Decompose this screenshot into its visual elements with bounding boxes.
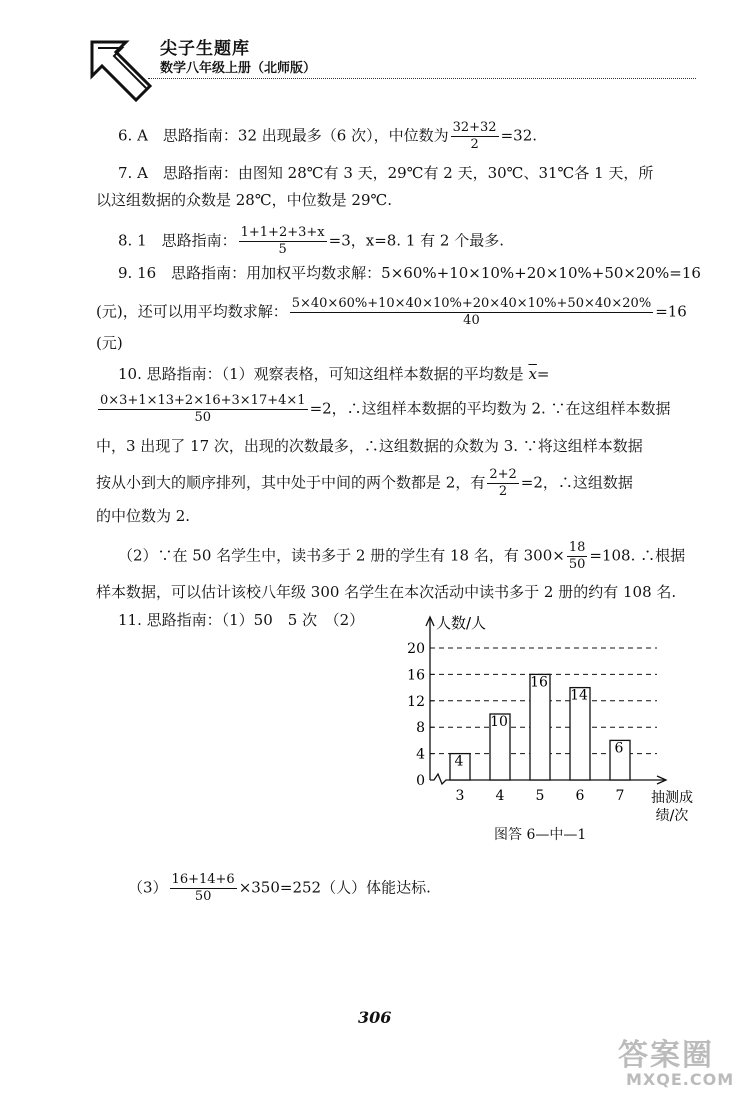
answer-10-line5: 的中位数为 2. <box>96 507 191 525</box>
header-divider <box>148 78 696 79</box>
y-tick-label: 16 <box>407 667 425 684</box>
y-tick-label: 0 <box>416 773 425 789</box>
answer-10-line1: 10. 思路指南：（1）观察表格，可知这组样本数据的平均数是 $\overline{x}=$ <box>118 365 550 383</box>
fraction: $\frac{5\times 40\times 60\%+10\times 40\times 10\%+20\times 40\times 10\%+50\times 40\times 20\%}{40}$ <box>291 296 652 328</box>
answer-9-line1: 9. 16 思路指南：用加权平均数求解：5×60%+10×10%+20×10%+50×20%=16 <box>118 264 701 282</box>
answer-8: 8. 1 思路指南： $\frac{1+1+2+3+x}{5}$ =3，x=8. 1 有 2 个最多. <box>118 225 505 257</box>
fraction: $\frac{2+2}{2}$ <box>489 467 517 499</box>
arrow-logo-icon <box>88 40 152 102</box>
book-title: 尖子生题库 <box>160 39 250 59</box>
answer-6: 6. A 思路指南：32 出现最多（6 次），中位数为 $\frac{32+32}{2}$ =32. <box>118 120 538 152</box>
x-axis-label: 绩/次 <box>655 808 689 824</box>
y-axis-label: 人数/人 <box>436 614 487 632</box>
y-tick-label: 4 <box>416 746 425 763</box>
answer-9-line3: (元) <box>96 334 123 352</box>
bar-value-label: 6 <box>614 740 624 757</box>
answer-7-line2: 以这组数据的众数是 28℃，中位数是 29℃. <box>96 191 393 209</box>
x-tick-label: 4 <box>495 788 505 804</box>
answer-7-line1: 7. A 思路指南：由图知 28℃有 3 天，29℃有 2 天，30℃、31℃各 1 天，所 <box>118 164 654 182</box>
book-subtitle: 数学八年级上册（北师版） <box>160 61 317 76</box>
fraction: $\frac{18}{50}$ <box>568 540 586 572</box>
watermark-url: MXQE.COM <box>626 1070 735 1089</box>
bar-value-label: 16 <box>530 674 548 691</box>
x-tick-label: 6 <box>575 788 585 804</box>
x-tick-label: 3 <box>455 788 465 804</box>
answer-11-part3: （3） $\frac{16+14+6}{50}$ ×350=252（人）体能达标. <box>128 872 431 904</box>
y-tick-label: 8 <box>416 720 425 737</box>
answer-10-part2-line2: 样本数据，可以估计该校八年级 300 名学生在本次活动中读书多于 2 册的约有 108 名. <box>96 583 677 601</box>
page-number: 306 <box>358 1008 392 1027</box>
x-tick-label: 7 <box>615 788 625 804</box>
y-tick-label: 20 <box>407 641 425 657</box>
x-axis-label: 抽测成 <box>651 790 693 806</box>
fraction: $\frac{0\times 3+1\times 13+2\times 16+3\times 17+4\times 1}{50}$ <box>100 393 306 425</box>
answer-9-line2: (元)，还可以用平均数求解： $\frac{5\times 40\times 60\%+10\times 40\times 10\%+20\times 40\times 10\%+50\times 40\times 20\%}{40}$ =16 <box>96 296 687 328</box>
answer-10-line4: 按从小到大的顺序排列，其中处于中间的两个数都是 2，有 $\frac{2+2}{2}$ =2，∴这组数据 <box>96 467 633 499</box>
y-tick-label: 12 <box>407 693 425 710</box>
fraction: $\frac{1+1+2+3+x}{5}$ <box>240 225 325 257</box>
answer-11-line1: 11. 思路指南：（1）50 5 次 （2） <box>118 611 365 629</box>
watermark-text: 答案圈 <box>618 1038 714 1073</box>
answer-10-line2: $\frac{0\times 3+1\times 13+2\times 16+3\times 17+4\times 1}{50}$ =2，∴这组样本数据的平均数为 2. ∵在这组样本数据 <box>100 393 671 425</box>
bar-value-label: 14 <box>570 687 588 704</box>
bar-chart <box>405 612 700 827</box>
x-tick-label: 5 <box>535 788 545 804</box>
answer-10-line3: 中，3 出现了 17 次，出现的次数最多，∴这组数据的众数为 3. ∵将这组样本数据 <box>96 437 643 455</box>
figure-caption: 图答 6—中—1 <box>494 827 587 843</box>
fraction: $\frac{16+14+6}{50}$ <box>171 872 235 904</box>
watermark-logo <box>608 1030 748 1092</box>
fraction: $\frac{32+32}{2}$ <box>452 120 497 152</box>
answer-10-part2: （2）∵在 50 名学生中，读书多于 2 册的学生有 18 名，有 300× $\frac{18}{50}$ =108. ∴根据 <box>118 540 686 572</box>
bar-value-label: 4 <box>454 753 464 770</box>
bar-value-label: 10 <box>490 714 508 730</box>
